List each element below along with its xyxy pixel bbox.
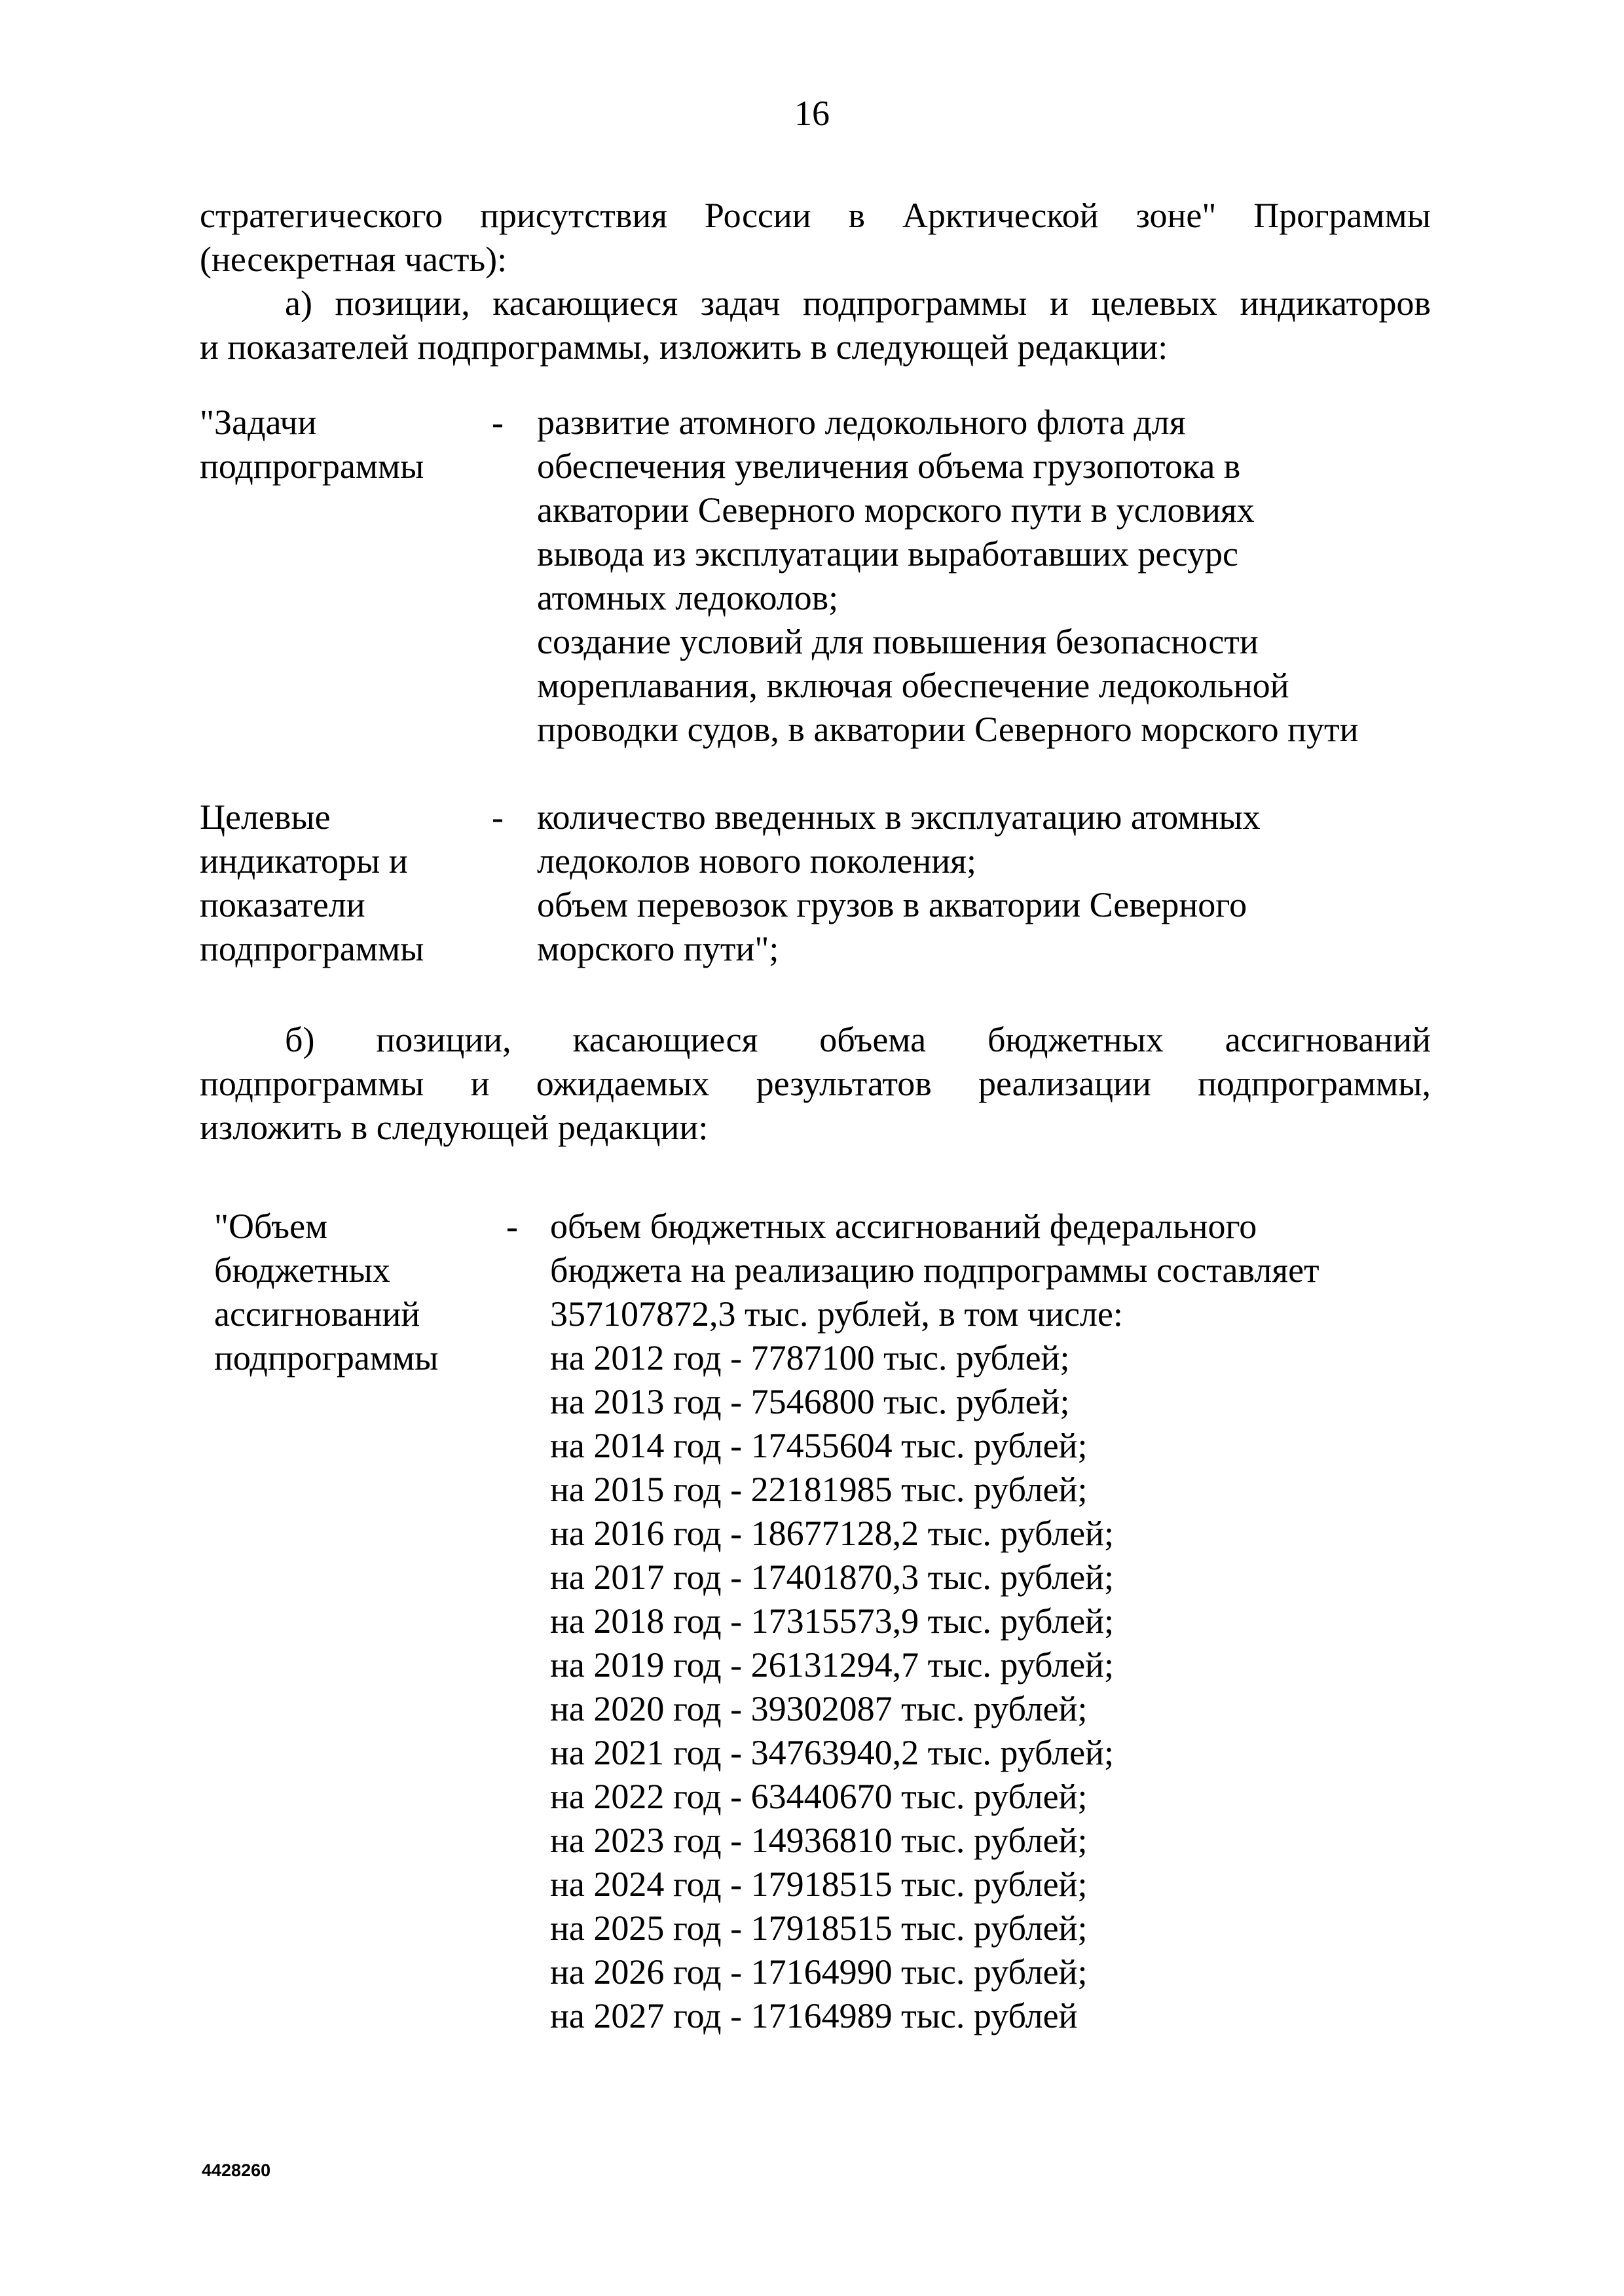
intro-line-1: стратегического присутствия России в Арктической зоне" Программы [200,196,1431,235]
budget-content [550,1205,1454,2038]
indicators-line: ледоколов нового поколения; [537,841,976,881]
point-b-paragraph [200,1018,1431,1150]
tasks-line: мореплавания, включая обеспечение ледокольной [537,666,1289,705]
intro-line-2: (несекретная часть): [200,240,507,279]
budget-label-line: "Объем [214,1207,328,1246]
tasks-line: вывода из эксплуатации выработавших ресурс [537,534,1238,574]
budget-line: на 2022 год - 63440670 тыс. рублей; [550,1777,1088,1816]
budget-line: на 2021 год - 34763940,2 тыс. рублей; [550,1733,1114,1772]
tasks-line: развитие атомного ледокольного флота для [537,403,1186,442]
indicators-line: количество введенных в эксплуатацию атомных [537,797,1261,837]
indicators-line: объем перевозок грузов в акватории Северного [537,885,1247,924]
tasks-line: проводки судов, в акватории Северного морского пути [537,710,1359,749]
intro-paragraph [200,194,1431,282]
tasks-content [537,401,1441,752]
budget-line: на 2027 год - 17164989 тыс. рублей [550,1996,1078,2035]
document-code: 4428260 [202,2160,271,2180]
budget-line: бюджета на реализацию подпрограммы составляет [550,1250,1320,1290]
tasks-line: атомных ледоколов; [537,578,839,617]
tasks-dash: - [492,403,504,442]
budget-line: на 2019 год - 26131294,7 тыс. рублей; [550,1645,1114,1685]
budget-line: на 2013 год - 7546800 тыс. рублей; [550,1382,1070,1421]
budget-line: на 2017 год - 17401870,3 тыс. рублей; [550,1558,1114,1597]
point-b-line-1: б) позиции, касающиеся объема бюджетных ассигнований [285,1020,1431,1059]
budget-label [214,1205,496,1380]
budget-label-line: бюджетных [214,1250,390,1290]
budget-line: 357107872,3 тыс. рублей, в том числе: [550,1294,1123,1334]
indicators-label-line: подпрограммы [200,929,424,968]
budget-line: на 2025 год - 17918515 тыс. рублей; [550,1908,1088,1948]
point-a-line-1: а) позиции, касающиеся задач подпрограммы и целевых индикаторов [285,283,1431,323]
budget-line: объем бюджетных ассигнований федерального [550,1207,1257,1246]
point-a-paragraph [200,282,1431,369]
tasks-line: акватории Северного морского пути в условиях [537,490,1255,530]
budget-line: на 2015 год - 22181985 тыс. рублей; [550,1470,1088,1509]
budget-line: на 2020 год - 39302087 тыс. рублей; [550,1689,1088,1728]
page-number: 16 [794,94,830,133]
budget-label-line: подпрограммы [214,1338,439,1377]
budget-line: на 2026 год - 17164990 тыс. рублей; [550,1952,1088,1992]
indicators-line: морского пути"; [537,929,779,968]
tasks-line: обеспечения увеличения объема грузопотока в [537,446,1241,486]
point-b-line-3: изложить в следующей редакции: [200,1108,709,1147]
indicators-label-line: показатели [200,885,365,924]
budget-dash: - [506,1207,518,1246]
budget-line: на 2014 год - 17455604 тыс. рублей; [550,1426,1088,1465]
budget-line: на 2023 год - 14936810 тыс. рублей; [550,1821,1088,1860]
budget-label-line: ассигнований [214,1294,420,1334]
point-b-line-2: подпрограммы и ожидаемых результатов реализации подпрограммы, [200,1064,1431,1103]
indicators-content [537,795,1441,971]
budget-line: на 2018 год - 17315573,9 тыс. рублей; [550,1601,1114,1641]
budget-line: на 2016 год - 18677128,2 тыс. рублей; [550,1514,1114,1553]
tasks-label [200,401,481,488]
indicators-label-line: Целевые [200,797,331,837]
budget-line: на 2012 год - 7787100 тыс. рублей; [550,1338,1070,1377]
tasks-line: создание условий для повышения безопасности [537,622,1259,661]
point-a-line-2: и показателей подпрограммы, изложить в следующей редакции: [200,327,1168,367]
indicators-label [200,795,481,971]
tasks-label-line: подпрограммы [200,446,424,486]
indicators-dash: - [492,797,504,837]
budget-line: на 2024 год - 17918515 тыс. рублей; [550,1865,1088,1904]
tasks-label-line: "Задачи [200,403,317,442]
indicators-label-line: индикаторы и [200,841,408,881]
